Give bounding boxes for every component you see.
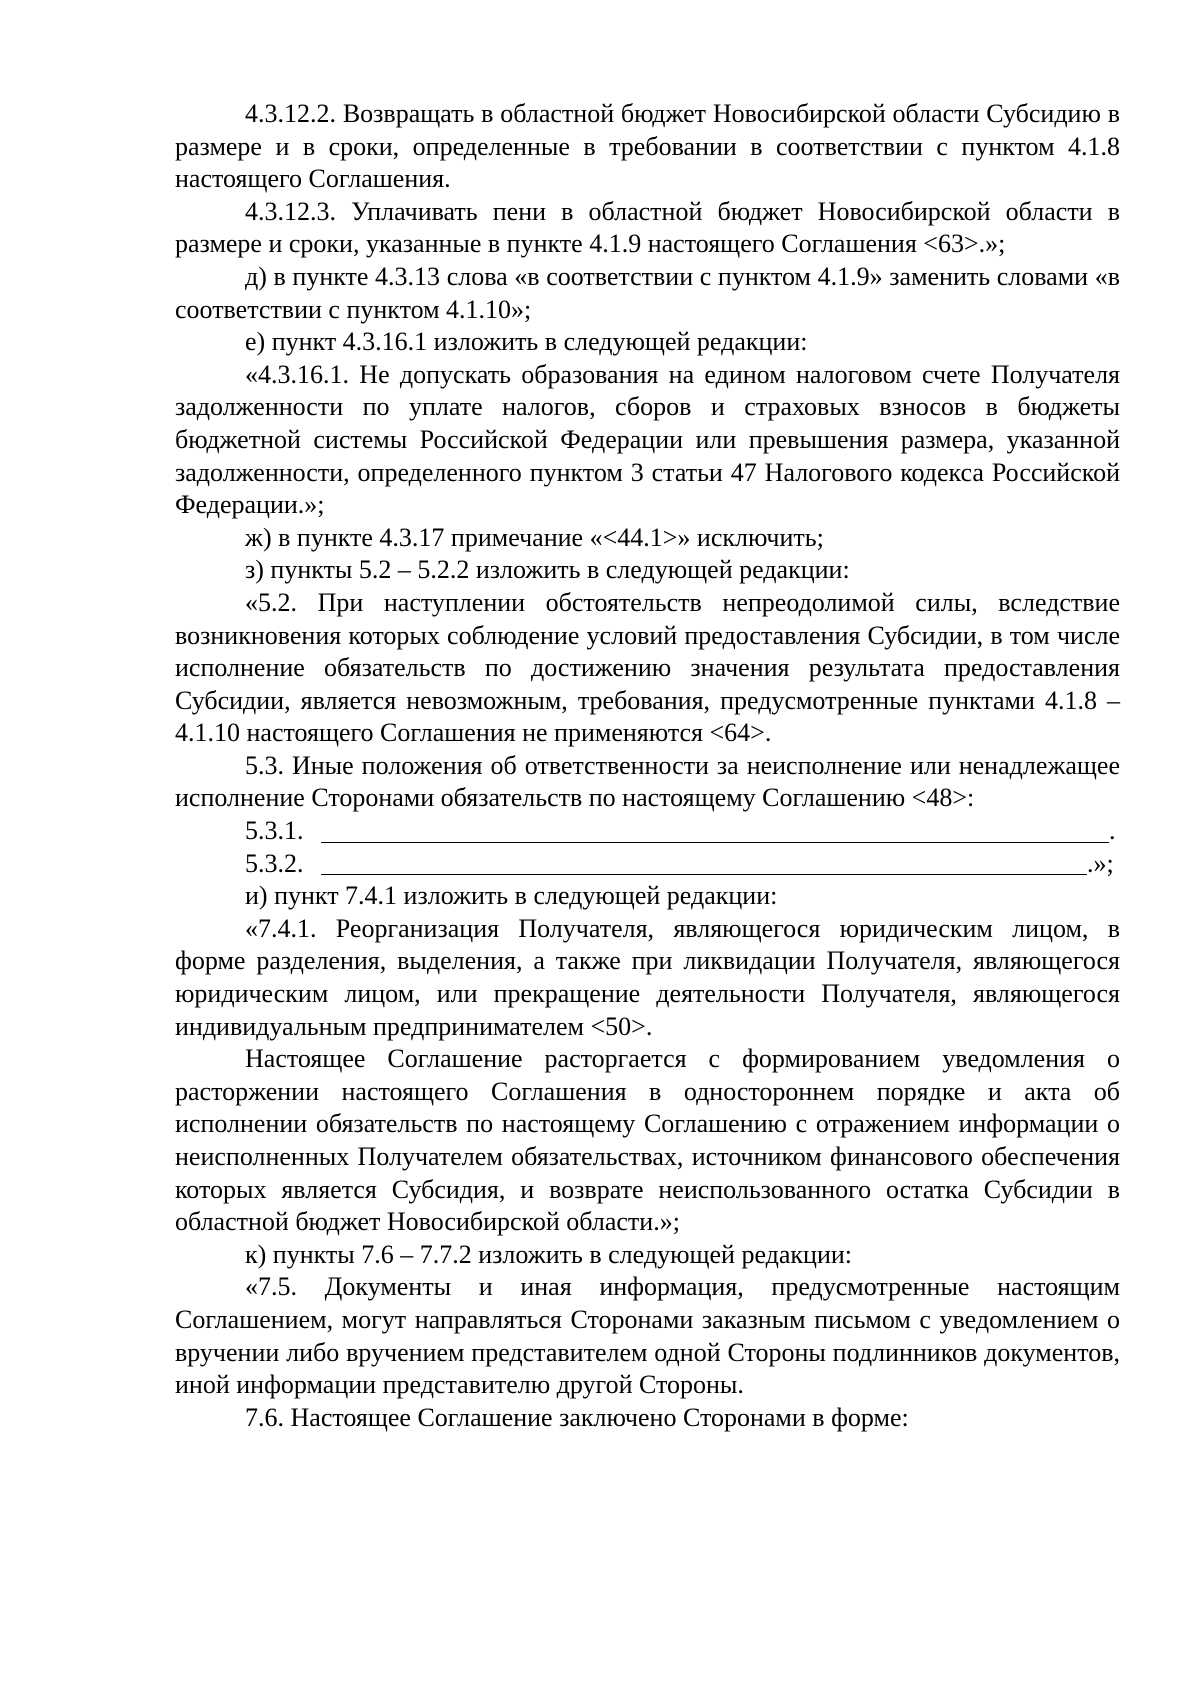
paragraphs-before-blanks — [175, 98, 1120, 815]
blank-field-number: 5.3.1. — [245, 816, 304, 846]
body-paragraph: з) пункты 5.2 – 5.2.2 изложить в следующей редакции: — [245, 555, 850, 585]
body-paragraph: «5.2. При наступлении обстоятельств непреодолимой силы, вследствие возникновения которых соблюдение условий предоставления Субсидии, в том числе исполнение обязательств по достижению значения результата предоставления Субсидии, является невозможным, требования, предусмотренные пунктами 4.1.8 – 4.1.10 настоящего Соглашения не применяются <64>. — [175, 587, 1120, 748]
body-paragraph: ж) в пункте 4.3.17 примечание «<44.1>» исключить; — [245, 522, 824, 552]
paragraphs-after-blanks — [175, 880, 1120, 1434]
body-paragraph: к) пункты 7.6 – 7.7.2 изложить в следующей редакции: — [245, 1239, 853, 1269]
body-paragraph: 4.3.12.2. Возвращать в областной бюджет Новосибирской области Субсидию в размере и в сроки, определенные в требовании в соответствии с пунктом 4.1.8 настоящего Соглашения. — [175, 99, 1120, 194]
document-page — [175, 98, 1120, 1434]
body-paragraph: 4.3.12.3. Уплачивать пени в областной бюджет Новосибирской области в размере и сроки, указанные в пункте 4.1.9 настоящего Соглашения <63>.»; — [175, 196, 1120, 259]
blank-field-terminator: .»; — [1087, 848, 1114, 878]
body-paragraph: и) пункт 7.4.1 изложить в следующей редакции: — [245, 881, 778, 911]
blank-field-terminator: . — [1109, 816, 1116, 846]
body-paragraph: е) пункт 4.3.16.1 изложить в следующей редакции: — [245, 327, 808, 357]
fill-in-underline — [321, 842, 1109, 843]
body-paragraph: «7.5. Документы и иная информация, предусмотренные настоящим Соглашением, могут направляться Сторонами заказным письмом с уведомлением о вручении либо вручением представителем одной Стороны подлинников документов, иной информации представителю другой Стороны. — [175, 1272, 1120, 1400]
body-paragraph: Настоящее Соглашение расторгается с формированием уведомления о расторжении настоящего Соглашения в одностороннем порядке и акта об исполнении обязательств по настоящему Соглашению с отражением информации о неисполненных Получателем обязательствах, источником финансового обеспечения которых является Субсидия, и возврате неиспользованного остатка Субсидии в областной бюджет Новосибирской области.»; — [175, 1044, 1120, 1237]
blank-field-number: 5.3.2. — [245, 848, 304, 878]
blank-field-5-3-1 — [175, 815, 1120, 848]
blank-field-5-3-2 — [175, 848, 1120, 881]
fill-in-underline — [321, 874, 1087, 875]
body-paragraph: 5.3. Иные положения об ответственности за неисполнение или ненадлежащее исполнение Сторонами обязательств по настоящему Соглашению <48>: — [175, 750, 1120, 813]
body-paragraph: 7.6. Настоящее Соглашение заключено Сторонами в форме: — [245, 1402, 909, 1432]
body-paragraph: д) в пункте 4.3.13 слова «в соответствии с пунктом 4.1.9» заменить словами «в соответствии с пунктом 4.1.10»; — [175, 261, 1120, 324]
body-paragraph: «4.3.16.1. Не допускать образования на едином налоговом счете Получателя задолженности по уплате налогов, сборов и страховых взносов в бюджеты бюджетной системы Российской Федерации или превышения размера, указанной задолженности, определенного пунктом 3 статьи 47 Налогового кодекса Российской Федерации.»; — [175, 359, 1120, 520]
body-paragraph: «7.4.1. Реорганизация Получателя, являющегося юридическим лицом, в форме разделения, выделения, а также при ликвидации Получателя, являющегося юридическим лицом, или прекращение деятельности Получателя, являющегося индивидуальным предпринимателем <50>. — [175, 913, 1120, 1041]
